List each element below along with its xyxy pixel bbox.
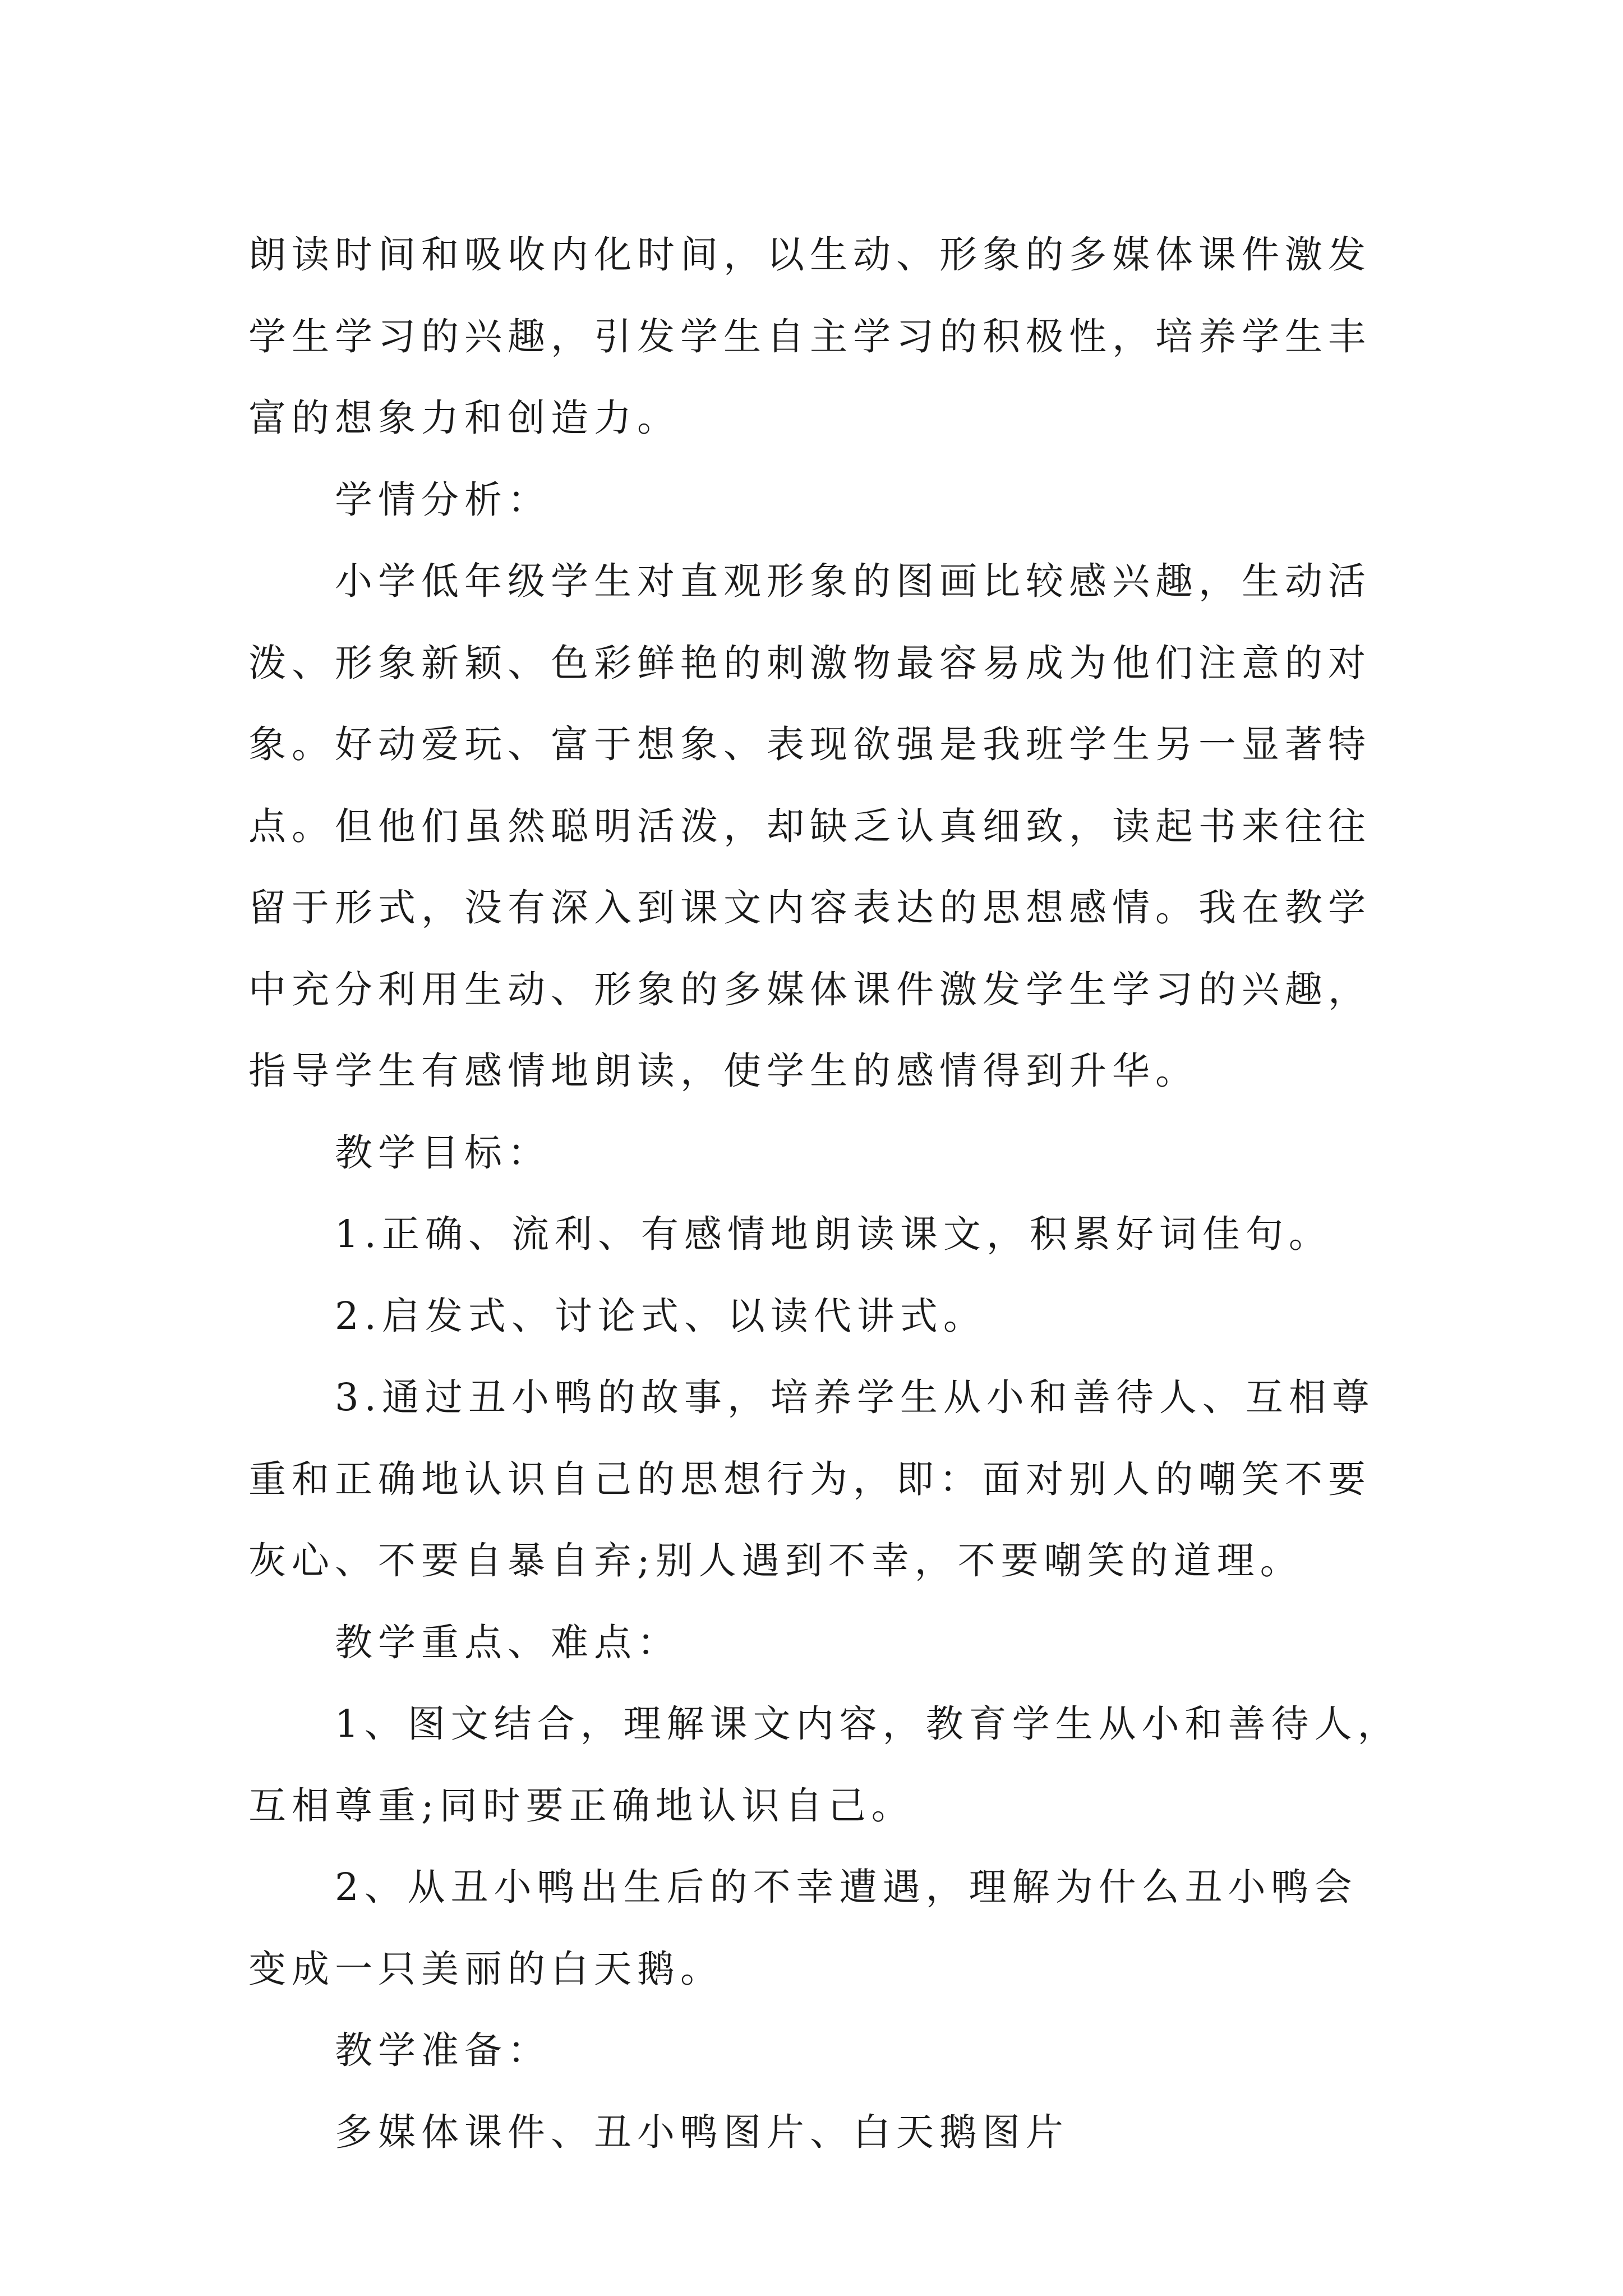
text-line: 重和正确地认识自己的思想行为，即：面对别人的嘲笑不要 [248, 1457, 1371, 1501]
text-line: 变成一只美丽的白天鹅。 [248, 1947, 723, 1991]
section-heading-teaching-goals: 教学目标： [335, 1130, 551, 1175]
section-heading-key-points: 教学重点、难点： [335, 1620, 680, 1664]
text-line: 中充分利用生动、形象的多媒体课件激发学生学习的兴趣， [248, 967, 1371, 1011]
key-point-item: 1、图文结合，理解课文内容，教育学生从小和善待人， [335, 1702, 1401, 1746]
text-line: 点。但他们虽然聪明活泼，却缺乏认真细致，读起书来往往 [248, 804, 1371, 848]
text-line: 留于形式，没有深入到课文内容表达的思想感情。我在教学 [248, 886, 1371, 930]
text-line: 灰心、不要自暴自弃;别人遇到不幸，不要嘲笑的道理。 [248, 1539, 1303, 1582]
text-line: 富的想象力和创造力。 [248, 396, 680, 440]
text-line: 学生学习的兴趣，引发学生自主学习的积极性，培养学生丰 [248, 314, 1371, 358]
text-line: 指导学生有感情地朗读，使学生的感情得到升华。 [248, 1049, 1198, 1093]
text-line: 小学低年级学生对直观形象的图画比较感兴趣，生动活 [335, 559, 1371, 603]
section-heading-learning-analysis: 学情分析： [335, 477, 551, 522]
text-line: 泼、形象新颖、色彩鲜艳的刺激物最容易成为他们注意的对 [248, 641, 1371, 685]
goal-item: 3.通过丑小鸭的故事，培养学生从小和善待人、互相尊 [335, 1375, 1375, 1419]
document-body [248, 214, 1401, 2173]
text-line: 互相尊重;同时要正确地认识自己。 [248, 1783, 915, 1828]
preparation-item: 多媒体课件、丑小鸭图片、白天鹅图片 [335, 2110, 1069, 2154]
section-heading-preparation: 教学准备： [335, 2028, 551, 2072]
key-point-item: 2、从丑小鸭出生后的不幸遭遇，理解为什么丑小鸭会 [335, 1865, 1358, 1909]
goal-item: 1.正确、流利、有感情地朗读课文，积累好词佳句。 [335, 1212, 1332, 1256]
text-line: 象。好动爱玩、富于想象、表现欲强是我班学生另一显著特 [248, 723, 1371, 766]
text-line: 朗读时间和吸收内化时间，以生动、形象的多媒体课件激发 [248, 233, 1371, 277]
goal-item: 2.启发式、讨论式、以读代讲式。 [335, 1294, 986, 1338]
